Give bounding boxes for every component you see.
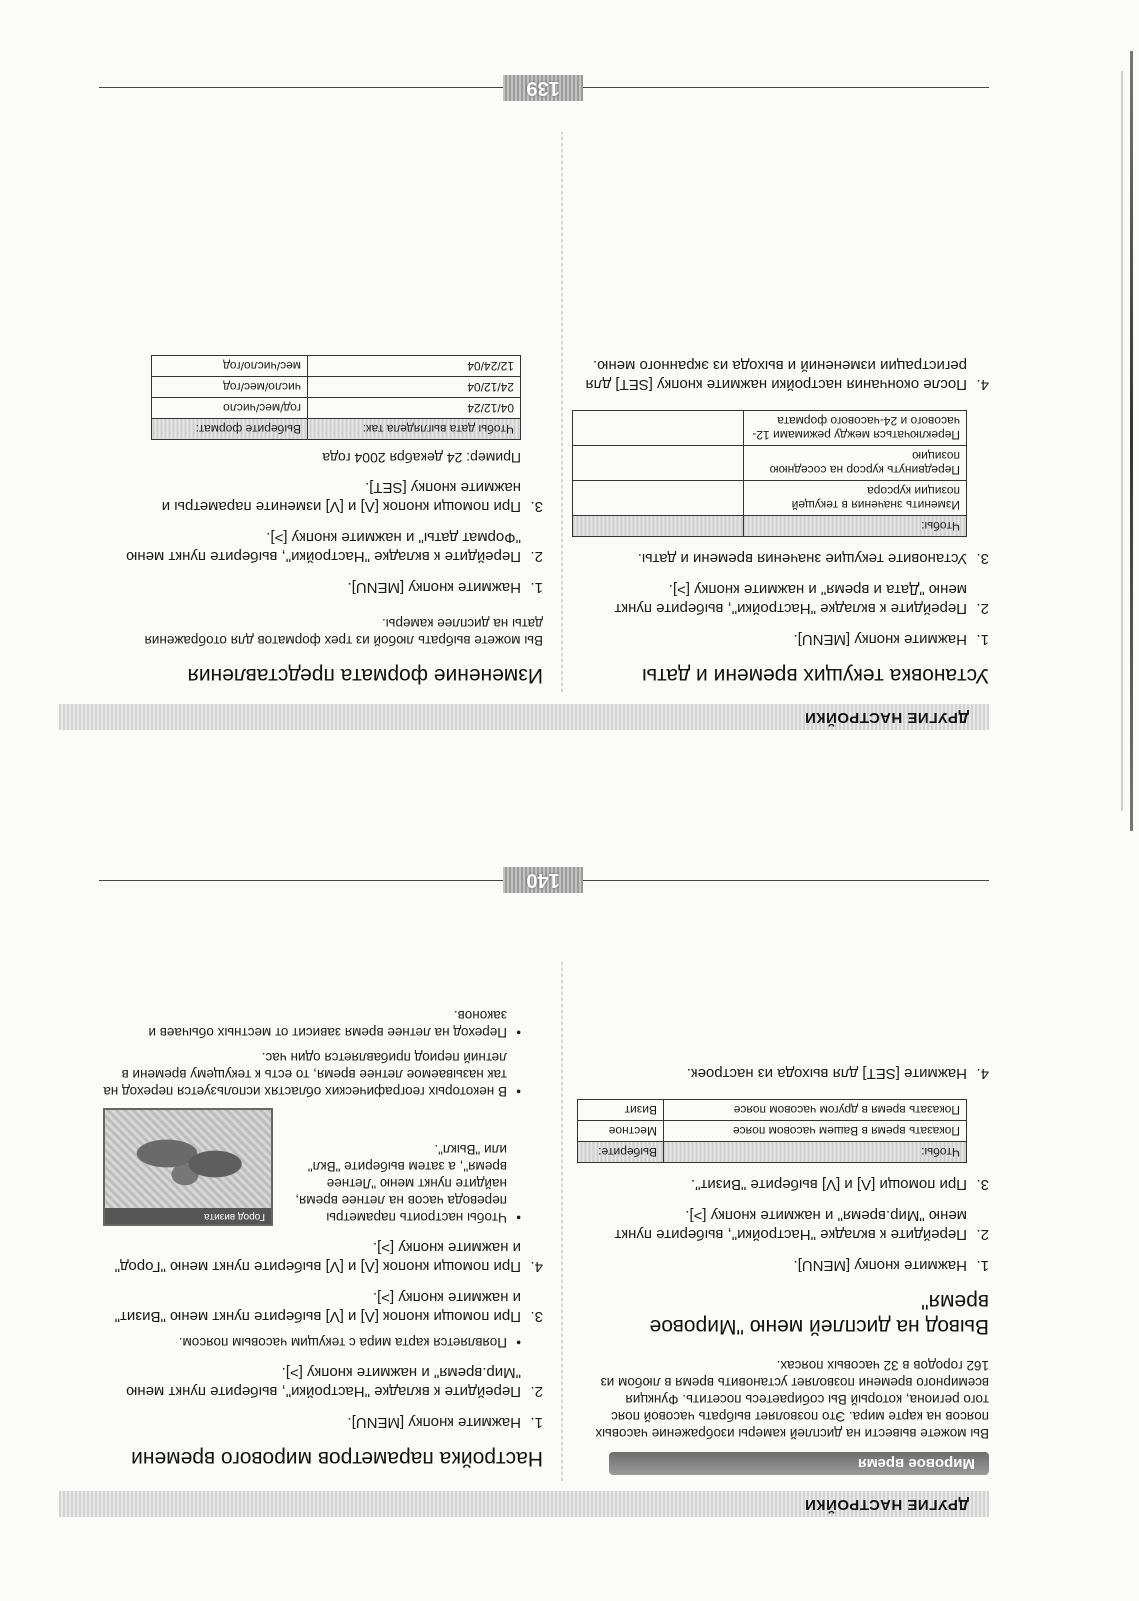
step-1: 1. Нажмите кнопку [MENU]. (793, 1257, 989, 1274)
step-2: 2. Перейдите к вкладке "Настройки", выберите пункт меню "Мир.время" и нажмите кнопку [>]. (614, 1207, 989, 1243)
bullet-note: • Чтобы настроить параметры перевода часов на летнее время, найдите пункт меню "Летнее время", а затем выберите "Вкл" или "Выкл". (295, 1142, 521, 1225)
world-time-display-title: Вывод на дисплей меню "Мировое время" (649, 1290, 989, 1338)
page-number: 139 (503, 75, 583, 101)
table-header: Выберите: (578, 1142, 664, 1163)
table-header: Выберите формат: (152, 419, 308, 440)
step-1: 1. Нажмите кнопку [MENU]. (347, 1414, 543, 1431)
bullet-note: • Появляется карта мира с текущим часовым поясом. (178, 1335, 521, 1350)
column-divider (561, 132, 563, 692)
step-4: 4. После окончания настройки нажмите кнопку [SET] для регистрации изменений и выхода из экранного меню. (585, 357, 989, 393)
dst-block (103, 1007, 521, 1226)
map-caption: Город визита (105, 1208, 271, 1224)
bullet-note: • В некоторых географических областях используется переход на так называемое летнее время, то есть к текущему времени в летний период прибавляется один час. (103, 1050, 521, 1099)
step-2: 2. Перейдите к вкладке "Настройки", выберите пункт меню "Дата и время" и нажмите кнопку [>]. (614, 581, 989, 617)
date-time-controls-table (572, 410, 967, 537)
table-row: 04/12/24 год/мес/число (152, 398, 521, 419)
date-format-title: Изменение формата представления (187, 664, 543, 687)
example-note: Пример: 24 декабря 2004 года (322, 450, 521, 466)
table-row: Переключаться между режимами 12-часового и 24-часового формата (573, 411, 967, 446)
world-time-settings-column (103, 999, 543, 1471)
set-date-time-title: Установка текущих времени и даты (642, 664, 989, 687)
table-header: Чтобы: (664, 1142, 967, 1163)
page-140 (0, 801, 1139, 1601)
step-1: 1. Нажмите кнопку [MENU]. (793, 631, 989, 648)
bullet-note: • Переход на летнее время зависит от местных обычаев и законов. (148, 1008, 521, 1040)
binding-shadow (1121, 71, 1123, 811)
step-3: 3. При помощи кнопок [Λ] и [V] измените параметры и нажмите кнопку [SET]. (161, 479, 543, 515)
world-time-intro: Вы можете вывести на дисплей камеры изображение часовых поясов на карте мира. Это позволяет выбрать часовой пояс того региона, который Вы собираетесь посетить. Функция всемирного времени позволяет установить время в любом из 162 городов в 32 часовых поясах. (595, 1358, 989, 1441)
step-3: 3. Установите текущие значения времени и даты. (637, 550, 989, 567)
page-139 (0, 0, 1139, 800)
page-number: 140 (503, 867, 583, 893)
date-format-table (151, 355, 521, 440)
step-2: 2. Перейдите к вкладке "Настройки", выберите пункт меню "Формат даты" и нажмите кнопку [>]. (126, 529, 543, 565)
table-row: 12/24/04 мес/число/год (152, 356, 521, 377)
set-date-time-column (579, 344, 989, 688)
world-map-image (103, 1108, 273, 1226)
date-format-column (113, 339, 543, 688)
world-time-badge: Мировое время (609, 1452, 989, 1475)
step-2: 2. Перейдите к вкладке "Настройки", выберите пункт меню "Мир.время" и нажмите кнопку [>]. (126, 1364, 543, 1400)
table-row: Изменить значения в текущей позиции курсора (573, 481, 967, 516)
step-3: 3. При помощи [Λ] и [V] выберите "Визит". (690, 1176, 989, 1193)
step-4: 4. При помощи кнопок [Λ] и [V] выберите пункт меню "Город" и нажмите кнопку [>]. (114, 1239, 543, 1275)
world-time-option-table (577, 1099, 967, 1163)
table-row: 24/12/04 число/мес/год (152, 377, 521, 398)
world-time-column (589, 1052, 989, 1475)
column-divider (561, 961, 563, 1481)
date-format-intro: Вы можете выбрать любой из трех форматов для отображения даты на дисплее камеры. (144, 616, 543, 648)
table-header: Чтобы дата выглядела так: (308, 419, 521, 440)
table-header-empty (573, 516, 744, 537)
map-landmass (131, 1122, 251, 1192)
world-time-settings-title: Настройка параметров мирового времени (131, 1447, 543, 1470)
table-row: Показать время в другом часовом поясе Визит (578, 1100, 967, 1121)
step-3: 3. При помощи кнопок [Λ] и [V] выберите пункт меню "Визит" и нажмите кнопку [>]. (114, 1289, 543, 1325)
table-header: Чтобы: (744, 516, 967, 537)
binding-edge (1130, 51, 1133, 831)
step-1: 1. Нажмите кнопку [MENU]. (347, 579, 543, 596)
table-row: Передвинуть курсор на соседнюю позицию (573, 446, 967, 481)
table-row: Показать время в Вашем часовом поясе Местное (578, 1121, 967, 1142)
step-4: 4. Нажмите [SET] для выхода из настроек. (686, 1065, 989, 1082)
section-title: ДРУГИЕ НАСТРОЙКИ (804, 709, 969, 726)
section-title: ДРУГИЕ НАСТРОЙКИ (804, 1496, 969, 1513)
